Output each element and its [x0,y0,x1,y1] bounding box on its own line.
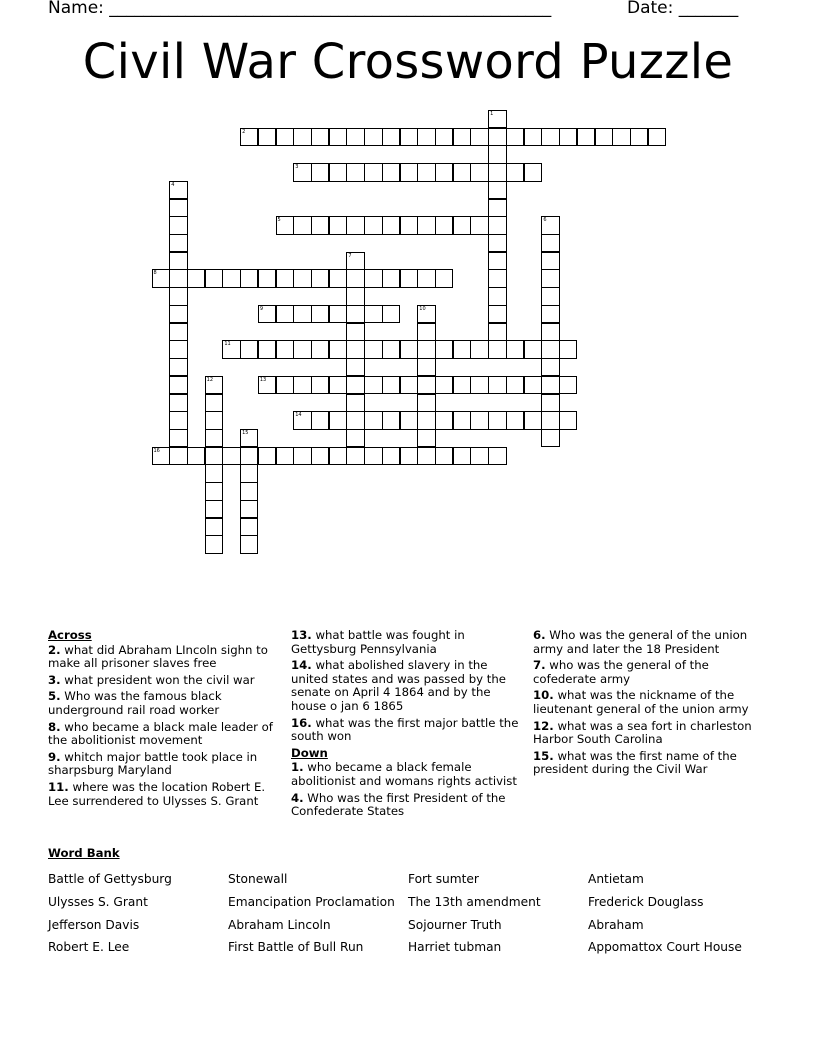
grid-cell[interactable] [258,128,276,146]
grid-cell[interactable] [258,340,276,358]
grid-cell[interactable] [240,535,258,553]
grid-clue-number: 2 [242,128,246,135]
grid-cell[interactable] [453,447,471,465]
grid-cell[interactable] [541,394,559,412]
grid-cell[interactable] [311,269,329,287]
grid-cell[interactable] [240,128,258,146]
grid-cell[interactable] [169,287,187,305]
grid-cell[interactable] [417,163,435,181]
grid-cell[interactable] [470,411,488,429]
grid-cell[interactable] [453,216,471,234]
grid-cell[interactable] [417,429,435,447]
grid-cell[interactable] [169,358,187,376]
grid-cell[interactable] [400,376,418,394]
grid-cell[interactable] [311,305,329,323]
grid-cell[interactable] [169,429,187,447]
grid-cell[interactable] [329,128,347,146]
grid-cell[interactable] [382,305,400,323]
grid-cell[interactable] [205,269,223,287]
grid-cell[interactable] [470,447,488,465]
grid-cell[interactable] [541,216,559,234]
grid-clue-number: 12 [206,376,214,383]
grid-cell[interactable] [435,411,453,429]
grid-cell[interactable] [205,376,223,394]
grid-cell[interactable] [541,323,559,341]
grid-cell[interactable] [417,128,435,146]
grid-cell[interactable] [559,128,577,146]
grid-cell[interactable] [524,163,542,181]
grid-cell[interactable] [541,429,559,447]
grid-cell[interactable] [346,216,364,234]
grid-cell[interactable] [276,340,294,358]
grid-cell[interactable] [205,464,223,482]
clue-across-16: 16. what was the first major battle the south won [291,715,519,744]
grid-cell[interactable] [382,163,400,181]
grid-cell[interactable] [417,216,435,234]
word-bank-column [48,868,172,959]
grid-cell[interactable] [488,323,506,341]
name-field[interactable]: Name: ____________________________________________________ [48,0,552,18]
grid-cell[interactable] [488,252,506,270]
grid-cell[interactable] [417,376,435,394]
grid-cell[interactable] [169,269,187,287]
grid-cell[interactable] [470,128,488,146]
grid-cell[interactable] [329,216,347,234]
grid-cell[interactable] [346,128,364,146]
grid-cell[interactable] [488,234,506,252]
grid-cell[interactable] [488,305,506,323]
word-bank-item: First Battle of Bull Run [228,940,364,955]
grid-cell[interactable] [205,500,223,518]
grid-cell[interactable] [435,216,453,234]
grid-cell[interactable] [311,163,329,181]
word-bank-item: Ulysses S. Grant [48,894,148,909]
word-bank-item: Emancipation Proclamation [228,894,395,909]
grid-cell[interactable] [488,376,506,394]
grid-cell[interactable] [276,216,294,234]
grid-cell[interactable] [506,163,524,181]
grid-clue-number: 11 [224,341,231,348]
grid-cell[interactable] [346,394,364,412]
word-bank-item: Fort sumter [408,872,479,886]
grid-cell[interactable] [488,269,506,287]
grid-cell[interactable] [506,376,524,394]
grid-cell[interactable] [506,340,524,358]
grid-cell[interactable] [506,128,524,146]
grid-cell[interactable] [346,376,364,394]
clue-across-13: 13. what battle was fought in Gettysburg Pennsylvania [291,628,465,656]
word-bank-heading: Word Bank [48,846,120,860]
grid-cell[interactable] [435,128,453,146]
grid-cell[interactable] [187,269,205,287]
grid-cell[interactable] [311,340,329,358]
grid-cell[interactable] [435,376,453,394]
grid-cell[interactable] [187,447,205,465]
grid-cell[interactable] [293,128,311,146]
grid-cell[interactable] [169,447,187,465]
grid-cell[interactable] [346,340,364,358]
grid-cell[interactable] [152,447,170,465]
grid-cell[interactable] [417,340,435,358]
grid-cell[interactable] [364,305,382,323]
grid-cell[interactable] [329,163,347,181]
clue-across-2: 2. what did Abraham LIncoln sighn to make all prisoner slaves free [48,642,268,671]
grid-cell[interactable] [329,411,347,429]
grid-cell[interactable] [329,376,347,394]
clue-down-12: 12. what was a sea fort in charleston Harbor South Carolina [533,718,752,747]
grid-cell[interactable] [435,269,453,287]
grid-cell[interactable] [453,340,471,358]
grid-cell[interactable] [524,340,542,358]
word-bank-column [408,868,541,959]
grid-cell[interactable] [488,145,506,163]
grid-cell[interactable] [541,252,559,270]
clue-down-1: 1. who became a black female abolitionist and womans rights activist [291,760,517,788]
clues-column-2 [291,629,526,822]
grid-cell[interactable] [346,269,364,287]
word-bank-item: Battle of Gettysburg [48,872,172,886]
grid-clue-number: 10 [419,305,426,312]
grid-clue-number: 3 [295,164,299,171]
grid-cell[interactable] [222,340,240,358]
across-heading: Across [48,628,92,642]
grid-cell[interactable] [524,128,542,146]
grid-cell[interactable] [612,128,630,146]
grid-cell[interactable] [541,376,559,394]
grid-cell[interactable] [205,535,223,553]
page-title: Civil War Crossword Puzzle [82,34,734,90]
grid-cell[interactable] [400,340,418,358]
clue-down-4: 4. Who was the first President of the Confederate States [291,790,506,819]
grid-cell[interactable] [453,163,471,181]
grid-cell[interactable] [417,411,435,429]
grid-cell[interactable] [453,128,471,146]
grid-cell[interactable] [506,411,524,429]
grid-cell[interactable] [293,269,311,287]
grid-cell[interactable] [488,128,506,146]
grid-cell[interactable] [577,128,595,146]
word-bank-item: Appomattox Court House [588,940,742,955]
clue-down-7: 7. who was the general of the cofederate army [533,658,709,686]
clue-across-8: 8. who became a black male leader of the abolitionist movement [48,719,273,748]
grid-cell[interactable] [346,252,364,270]
grid-cell[interactable] [169,199,187,217]
grid-cell[interactable] [382,411,400,429]
grid-cell[interactable] [400,269,418,287]
grid-cell[interactable] [346,305,364,323]
grid-cell[interactable] [488,287,506,305]
grid-cell[interactable] [276,128,294,146]
grid-clue-number: 6 [543,217,547,224]
grid-cell[interactable] [400,447,418,465]
grid-cell[interactable] [382,269,400,287]
clue-down-6: 6. Who was the general of the union army and later the 18 President [533,628,748,656]
grid-cell[interactable] [400,411,418,429]
grid-cell[interactable] [293,216,311,234]
grid-cell[interactable] [541,269,559,287]
grid-cell[interactable] [400,128,418,146]
grid-cell[interactable] [346,358,364,376]
grid-cell[interactable] [382,340,400,358]
word-bank-item: Robert E. Lee [48,940,130,955]
grid-cell[interactable] [417,269,435,287]
grid-cell[interactable] [488,181,506,199]
grid-cell[interactable] [470,340,488,358]
grid-cell[interactable] [488,216,506,234]
grid-cell[interactable] [346,163,364,181]
grid-cell[interactable] [169,181,187,199]
grid-cell[interactable] [364,269,382,287]
grid-cell[interactable] [152,269,170,287]
grid-cell[interactable] [435,163,453,181]
grid-cell[interactable] [169,394,187,412]
grid-cell[interactable] [382,376,400,394]
grid-cell[interactable] [364,216,382,234]
grid-cell[interactable] [488,340,506,358]
grid-cell[interactable] [488,163,506,181]
grid-cell[interactable] [630,128,648,146]
grid-cell[interactable] [488,411,506,429]
clue-down-10: 10. what was the nickname of the lieutenant general of the union army [533,688,749,716]
grid-cell[interactable] [382,216,400,234]
grid-cell[interactable] [559,411,577,429]
grid-cell[interactable] [417,447,435,465]
grid-cell[interactable] [364,376,382,394]
grid-cell[interactable] [293,305,311,323]
grid-clue-number: 16 [153,447,160,454]
grid-cell[interactable] [169,252,187,270]
grid-clue-number: 5 [277,217,281,224]
grid-cell[interactable] [205,429,223,447]
grid-cell[interactable] [276,269,294,287]
grid-cell[interactable] [169,340,187,358]
grid-cell[interactable] [311,411,329,429]
grid-cell[interactable] [470,376,488,394]
grid-cell[interactable] [346,447,364,465]
grid-cell[interactable] [169,216,187,234]
grid-cell[interactable] [488,447,506,465]
grid-cell[interactable] [541,287,559,305]
word-bank-item: Frederick Douglass [588,894,704,909]
grid-cell[interactable] [329,305,347,323]
grid-cell[interactable] [293,447,311,465]
word-bank-item: Abraham Lincoln [228,917,331,932]
grid-cell[interactable] [417,394,435,412]
grid-cell[interactable] [488,110,506,128]
grid-cell[interactable] [541,411,559,429]
grid-cell[interactable] [240,429,258,447]
word-bank-item: Abraham [588,917,644,932]
word-bank-item: The 13th amendment [408,894,541,909]
word-bank-item: Harriet tubman [408,940,502,955]
grid-cell[interactable] [648,128,666,146]
grid-cell[interactable] [205,482,223,500]
grid-cell[interactable] [541,305,559,323]
clue-across-14: 14. what abolished slavery in the united states and was passed by the senate on April 4 1864 and by the house o jan 6 1865 [291,658,506,713]
grid-cell[interactable] [364,340,382,358]
clues-column-1 [48,629,283,811]
grid-cell[interactable] [276,447,294,465]
grid-cell[interactable] [240,464,258,482]
grid-cell[interactable] [400,216,418,234]
grid-cell[interactable] [417,358,435,376]
word-bank-item: Antietam [588,872,644,886]
grid-cell[interactable] [276,376,294,394]
grid-cell[interactable] [222,269,240,287]
grid-cell[interactable] [276,305,294,323]
word-bank-item: Sojourner Truth [408,917,502,932]
grid-clue-number: 13 [259,376,267,383]
grid-cell[interactable] [258,447,276,465]
grid-cell[interactable] [435,447,453,465]
grid-cell[interactable] [205,518,223,536]
grid-cell[interactable] [311,447,329,465]
grid-cell[interactable] [346,287,364,305]
grid-cell[interactable] [205,411,223,429]
grid-cell[interactable] [329,447,347,465]
grid-cell[interactable] [382,447,400,465]
grid-cell[interactable] [293,163,311,181]
grid-clue-number: 15 [242,429,249,436]
grid-cell[interactable] [346,323,364,341]
grid-cell[interactable] [169,234,187,252]
grid-cell[interactable] [524,411,542,429]
grid-cell[interactable] [364,163,382,181]
word-bank-column [228,868,395,959]
grid-cell[interactable] [435,340,453,358]
grid-cell[interactable] [541,358,559,376]
grid-cell[interactable] [470,216,488,234]
grid-clue-number: 7 [348,252,352,259]
grid-cell[interactable] [205,447,223,465]
grid-clue-number: 4 [171,181,175,188]
clue-across-5: 5. Who was the famous black underground rail road worker [48,689,222,717]
grid-cell[interactable] [595,128,613,146]
grid-cell[interactable] [222,447,240,465]
grid-cell[interactable] [205,394,223,412]
grid-cell[interactable] [470,163,488,181]
grid-clue-number: 14 [295,412,302,419]
grid-cell[interactable] [453,411,471,429]
grid-cell[interactable] [364,411,382,429]
grid-cell[interactable] [169,305,187,323]
grid-cell[interactable] [240,482,258,500]
grid-cell[interactable] [364,128,382,146]
grid-cell[interactable] [311,216,329,234]
grid-cell[interactable] [453,376,471,394]
clues-column-3 [533,629,768,780]
grid-cell[interactable] [293,340,311,358]
grid-cell[interactable] [541,340,559,358]
grid-cell[interactable] [258,305,276,323]
date-field[interactable]: Date: _______ [627,0,739,18]
grid-cell[interactable] [169,411,187,429]
grid-cell[interactable] [240,518,258,536]
grid-cell[interactable] [346,411,364,429]
grid-cell[interactable] [364,447,382,465]
word-bank-column [588,868,742,959]
grid-cell[interactable] [258,376,276,394]
grid-cell[interactable] [293,376,311,394]
grid-cell[interactable] [524,376,542,394]
grid-cell[interactable] [382,128,400,146]
grid-cell[interactable] [488,199,506,217]
word-bank-item: Jefferson Davis [48,917,140,932]
clue-across-11: 11. where was the location Robert E. Lee surrendered to Ulysses S. Grant [48,779,266,808]
grid-cell[interactable] [559,340,577,358]
word-bank-item: Stonewall [228,872,288,886]
grid-cell[interactable] [169,323,187,341]
clue-down-15: 15. what was the first name of the president during the Civil War [533,748,737,777]
grid-cell[interactable] [329,269,347,287]
down-heading: Down [291,745,328,760]
grid-cell[interactable] [240,269,258,287]
grid-cell[interactable] [329,340,347,358]
grid-clue-number: 9 [259,305,263,312]
grid-cell[interactable] [311,376,329,394]
grid-cell[interactable] [311,128,329,146]
grid-clue-number: 1 [490,111,494,117]
grid-clue-number: 8 [153,270,157,277]
grid-cell[interactable] [417,305,435,323]
clue-across-9: 9. whitch major battle took place in sharpsburg Maryland [48,749,258,778]
grid-cell[interactable] [541,234,559,252]
grid-cell[interactable] [258,269,276,287]
grid-cell[interactable] [400,163,418,181]
grid-cell[interactable] [240,340,258,358]
grid-cell[interactable] [346,429,364,447]
clue-across-3: 3. what president won the civil war [48,672,255,687]
grid-cell[interactable] [240,500,258,518]
grid-cell[interactable] [293,411,311,429]
grid-cell[interactable] [559,376,577,394]
grid-cell[interactable] [169,376,187,394]
grid-cell[interactable] [541,128,559,146]
grid-cell[interactable] [240,447,258,465]
grid-cell[interactable] [417,323,435,341]
